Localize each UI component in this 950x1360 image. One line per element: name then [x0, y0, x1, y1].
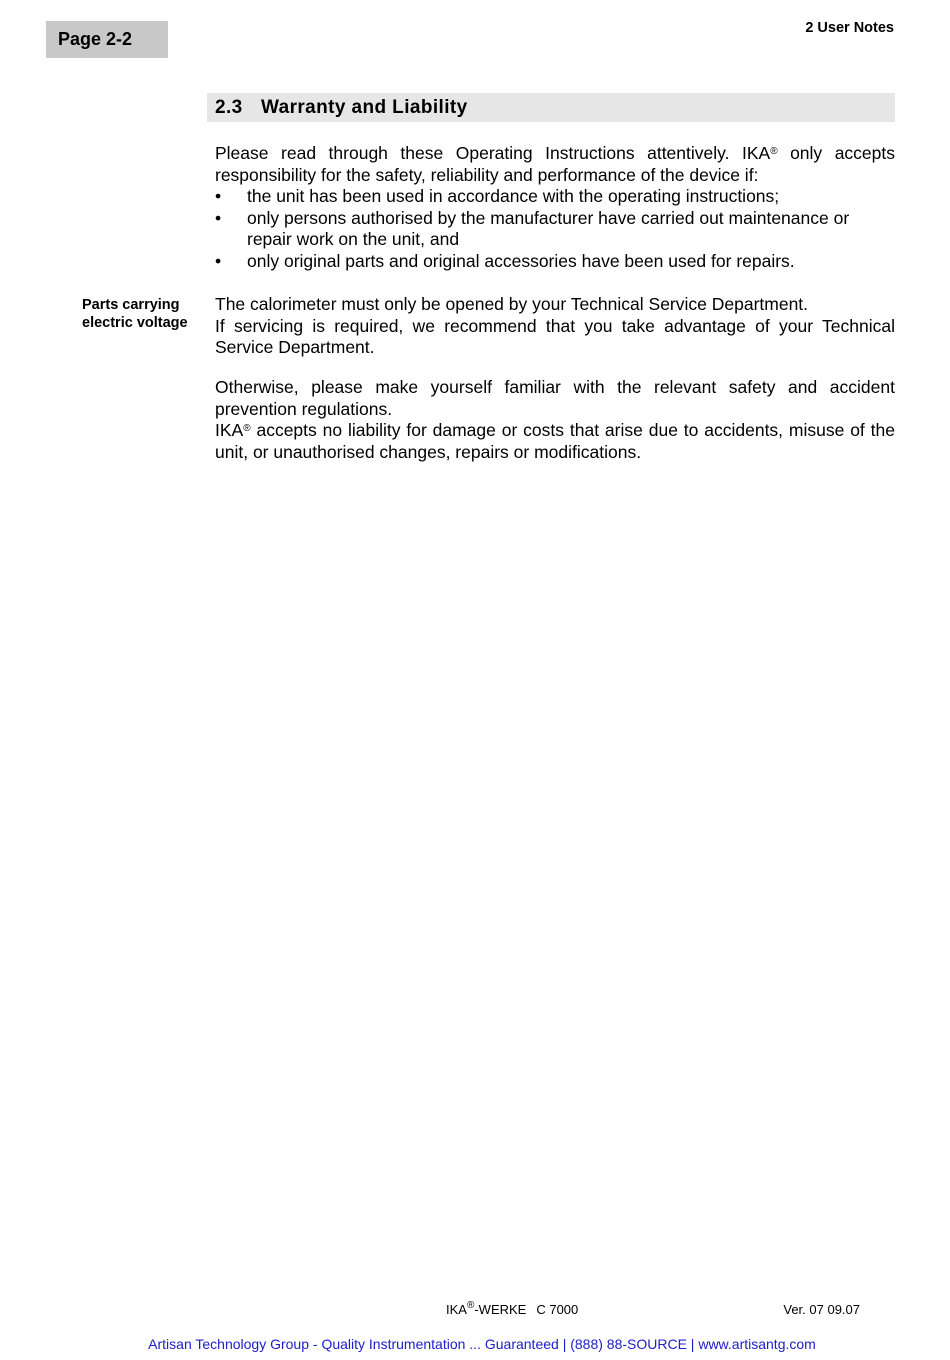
footer-model: C 7000 [536, 1302, 579, 1317]
liability-text: accepts no liability for damage or costs that arise due to accidents, misuse of the unit, or unauthorised changes, repairs or modifications. [215, 420, 895, 462]
conditions-list [215, 186, 895, 272]
list-item [215, 251, 895, 273]
footer-version: Ver. 07 09.07 [783, 1302, 860, 1317]
chapter-title: 2 User Notes [805, 20, 894, 36]
safety-line: Otherwise, please make yourself familiar with the relevant safety and accident prevention regulations. [215, 377, 895, 419]
section-title: Warranty and Liability [261, 97, 468, 118]
liability-paragraph [215, 420, 895, 463]
margin-note-line: Parts carrying [82, 297, 180, 313]
section-heading [207, 93, 895, 122]
list-item [215, 208, 895, 251]
service-block [215, 294, 895, 359]
list-item [215, 186, 895, 208]
bullet-icon: • [215, 207, 222, 228]
bullet-icon: • [215, 186, 222, 206]
page-number-tab [46, 21, 168, 58]
footer-brand-suffix: -WERKE [474, 1302, 527, 1317]
registered-mark: ® [466, 1300, 475, 1311]
intro-text-end: only accepts responsibility for the safety, reliability and performance of the device if: [215, 143, 895, 185]
section-number: 2.3 [215, 97, 243, 118]
safety-block [215, 377, 895, 463]
margin-note [82, 296, 202, 332]
margin-note-line: electric voltage [82, 315, 188, 331]
footer-product [446, 1302, 578, 1317]
list-item-text: only persons authorised by the manufacturer have carried out maintenance or repair work on the unit, and [247, 207, 850, 249]
list-item-text: the unit has been used in accordance with the operating instructions; [247, 186, 780, 206]
brand-text: IKA [215, 420, 244, 440]
list-item-text: only original parts and original accessories have been used for repairs. [247, 250, 795, 271]
service-line: The calorimeter must only be opened by your Technical Service Department. [215, 294, 809, 314]
artisan-link[interactable]: Artisan Technology Group - Quality Instrumentation ... Guaranteed | (888) 88-SOURCE | www.artisantg.com [148, 1336, 816, 1352]
intro-paragraph [215, 143, 895, 186]
registered-mark: ® [770, 146, 778, 157]
registered-mark: ® [243, 423, 251, 434]
bullet-icon: • [215, 250, 222, 271]
artisan-banner [0, 1336, 950, 1352]
intro-text-start: Please read through these Operating Instructions attentively. IKA [215, 143, 771, 163]
intro-block [215, 143, 895, 272]
service-line: If servicing is required, we recommend that you take advantage of your Technical Service Department. [215, 315, 895, 357]
footer-brand: IKA [446, 1302, 467, 1317]
page-label: Page 2-2 [58, 29, 133, 49]
